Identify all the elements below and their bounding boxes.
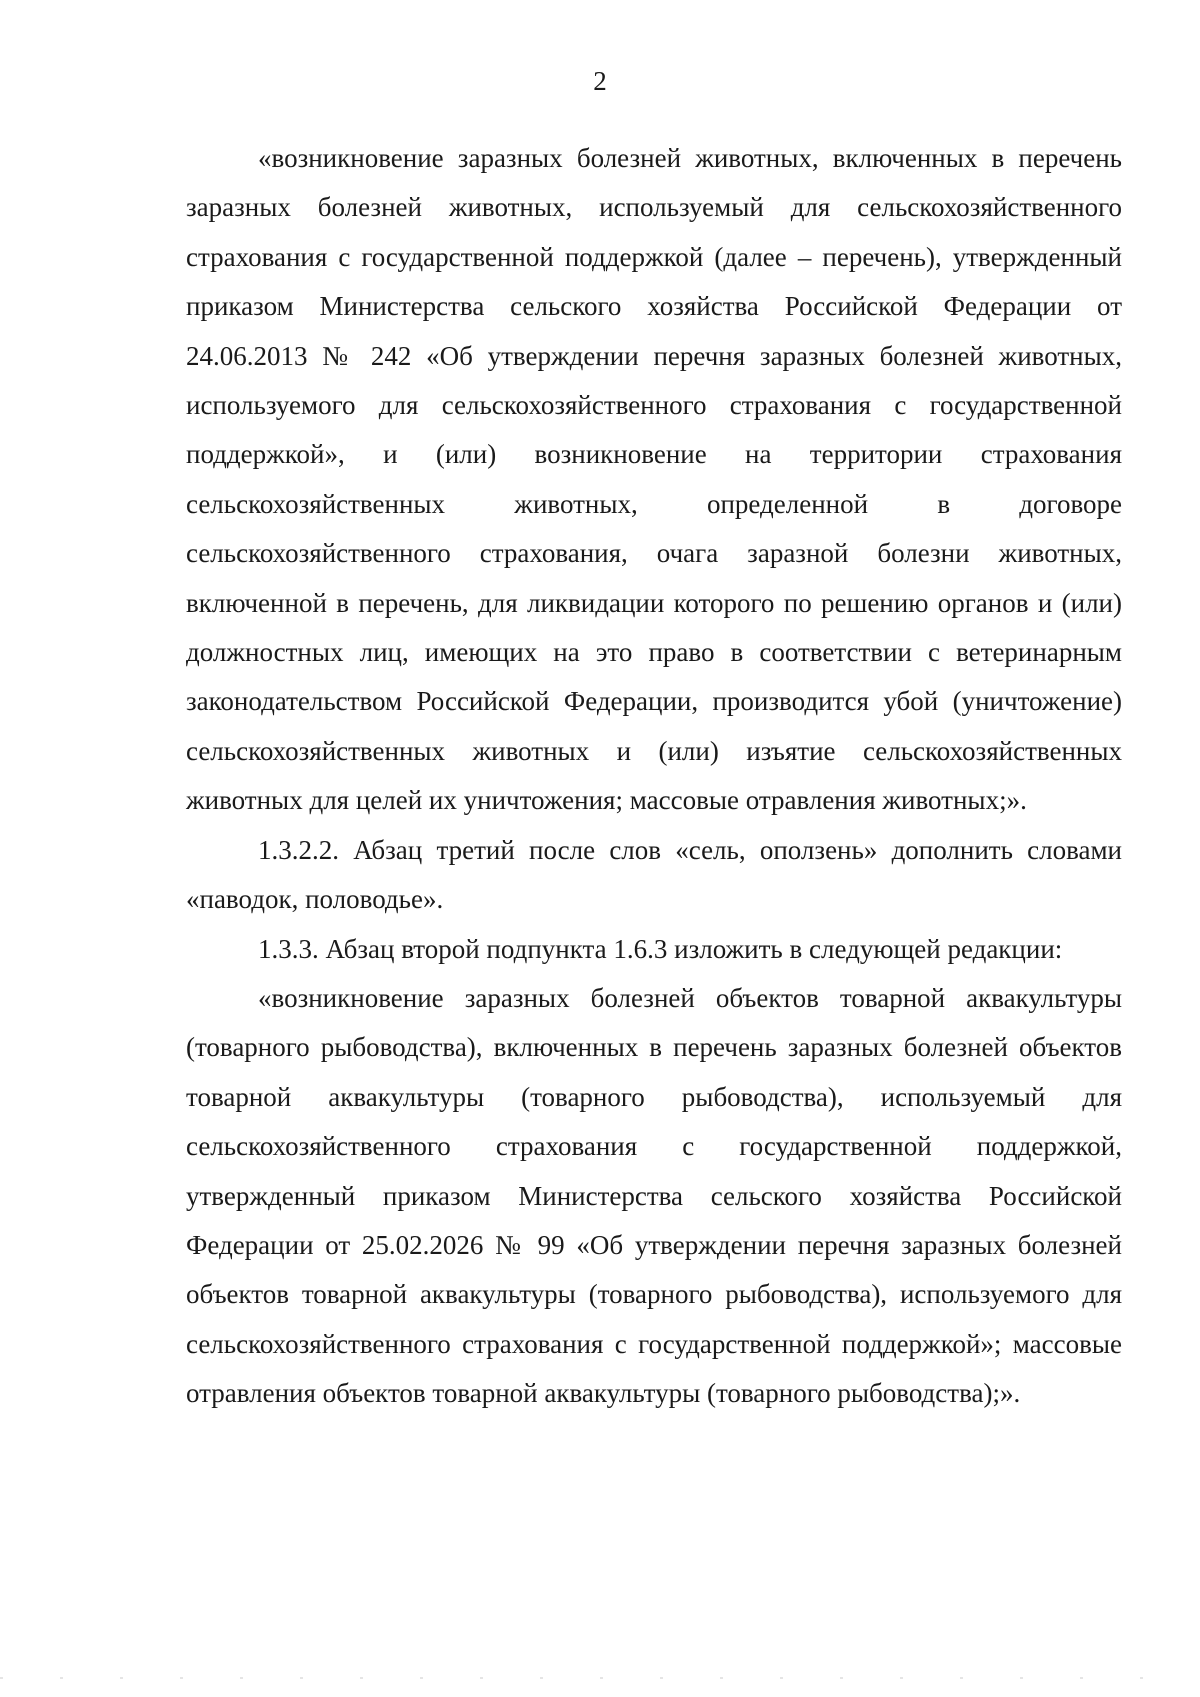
paragraph-1-3-2-2: 1.3.2.2. Абзац третий после слов «сель, оползень» дополнить словами «паводок, половодье». xyxy=(186,834,1122,915)
paragraph-aquaculture-diseases: «возникновение заразных болезней объектов товарной аквакультуры (товарного рыбоводства), включенных в перечень заразных болезней объектов товарной аквакультуры (товарного рыбоводства), используемый для сельскохозяйственного страхования с государственной поддержкой, утвержденный приказом Министерства сельского хозяйства Российской Федерации от 25.02.2026 № 99 «Об утверждении перечня заразных болезней объектов товарной аквакультуры (товарного рыбоводства), используемого для сельскохозяйственного страхования с государственной поддержкой»; массовые отравления объектов товарной аквакультуры (товарного рыбоводства);». xyxy=(186,982,1122,1409)
paragraph-animal-diseases: «возникновение заразных болезней животных, включенных в перечень заразных болезней животных, используемый для сельскохозяйственного страхования с государственной поддержкой (далее – перечень), утвержденный приказом Министерства сельского хозяйства Российской Федерации от 24.06.2013 № 242 «Об утверждении перечня заразных болезней животных, используемого для сельскохозяйственного страхования с государственной поддержкой», и (или) возникновение на территории страхования сельскохозяйственных животных, определенной в договоре сельскохозяйственного страхования, очага заразной болезни животных, включенной в перечень, для ликвидации которого по решению органов и (или) должностных лиц, имеющих на это право в соответствии с ветеринарным законодательством Российской Федерации, производится убой (уничтожение) сельскохозяйственных животных и (или) изъятие сельскохозяйственных животных для целей их уничтожения; массовые отравления животных;». xyxy=(186,143,1122,816)
scan-edge-artifact xyxy=(0,1677,1200,1679)
page-number: 2 xyxy=(593,66,607,96)
paragraph-1-3-3: 1.3.3. Абзац второй подпункта 1.6.3 изложить в следующей редакции: xyxy=(258,933,1063,964)
document-body xyxy=(186,134,1122,1419)
